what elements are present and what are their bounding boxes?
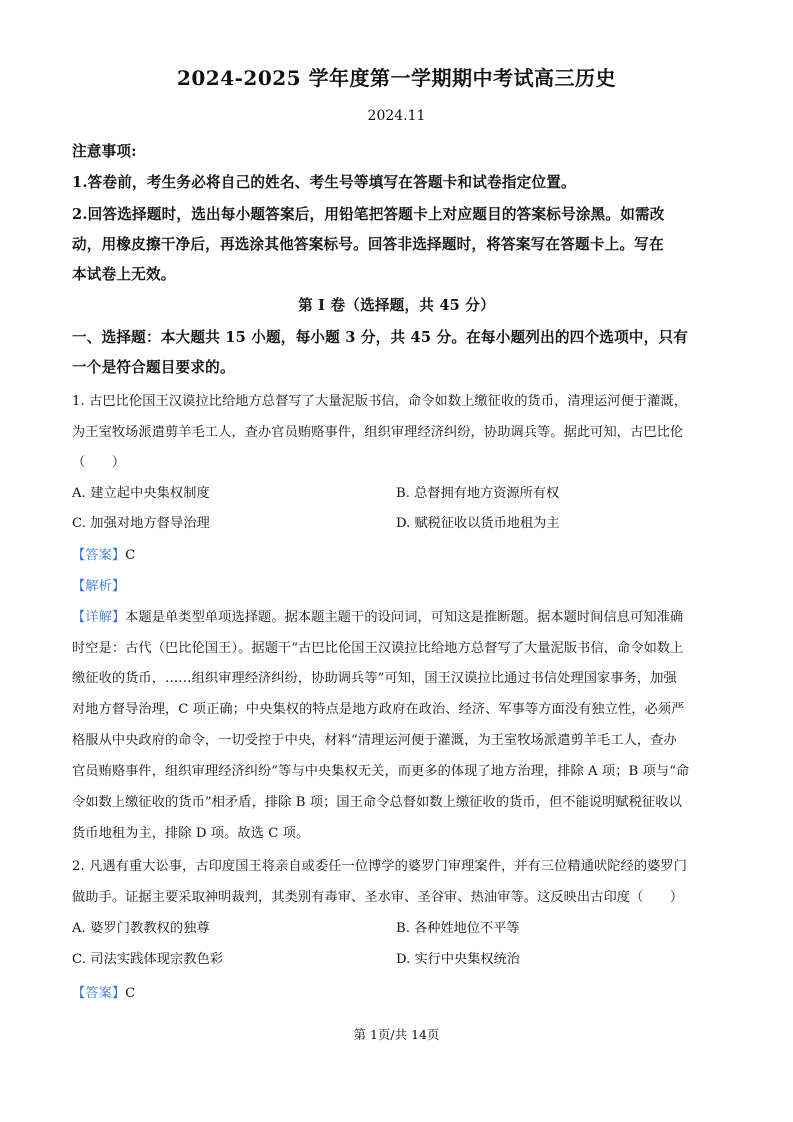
notice-line-2: 2.回答选择题时，选出每小题答案后，用铅笔把答题卡上对应题目的答案标号涂黑。如需改	[72, 206, 665, 223]
q1-stem-line-1: 1. 古巴比伦国王汉谟拉比给地方总督写了大量泥版书信，命令如数上缴征收的货币，清理运河便于灌溉，	[72, 394, 688, 409]
notice-line-1: 1.答卷前，考生务必将自己的姓名、考生号等填写在答题卡和试卷指定位置。	[72, 174, 576, 191]
q1-detail-line-7: 令如数上缴征收的货币”相矛盾，排除 B 项；国王命令总督如数上缴征收的货币，但不能说明赋税征收以	[72, 795, 682, 810]
q1-detail-line-8: 货币地租为主，排除 D 项。故选 C 项。	[72, 826, 310, 841]
detail-text: 本题是单类型单项选择题。据本题主题干的设问词，可知这是推断题。据本题时间信息可知准确	[125, 610, 684, 625]
detail-tag: 【详解】	[72, 610, 126, 625]
notice-line-3: 动，用橡皮擦干净后，再选涂其他答案标号。回答非选择题时，将答案写在答题卡上。写在	[72, 236, 664, 253]
answer-tag: 【答案】	[72, 986, 126, 1001]
notice-heading: 注意事项:	[72, 143, 137, 160]
section-instruction-2: 一个是符合题目要求的。	[72, 359, 235, 376]
q2-option-c: C. 司法实践体现宗教色彩	[72, 952, 224, 967]
q2-option-d: D. 实行中央集权统治	[396, 952, 520, 967]
q1-option-c: C. 加强对地方督导治理	[72, 516, 210, 531]
q2-answer	[72, 982, 135, 1001]
q1-detail-line-2: 时空是：古代（巴比伦国王）。据题干“古巴比伦国王汉谟拉比给地方总督写了大量泥版书信，命令如数上	[72, 641, 684, 656]
answer-tag: 【答案】	[72, 548, 126, 563]
q2-stem-line-1: 2. 凡遇有重大讼事，古印度国王将亲自或委任一位博学的婆罗门审理案件，并有三位精通吠陀经的婆罗门	[72, 859, 688, 874]
q1-detail-line-1	[72, 606, 683, 625]
q1-detail-line-5: 格服从中央政府的命令，一切受控于中央，材料“清理运河便于灌溉，为王室牧场派遣剪羊毛工人，查办	[72, 733, 677, 748]
exam-title: 2024-2025 学年度第一学期期中考试高三历史	[176, 66, 617, 90]
q1-analysis-tag: 【解析】	[72, 579, 126, 594]
q1-option-a: A. 建立起中央集权制度	[72, 486, 210, 501]
answer-value: C	[125, 986, 136, 1001]
page-number: 第 1页/共 14页	[353, 1027, 440, 1042]
answer-value: C	[125, 548, 136, 563]
q1-answer	[72, 544, 135, 563]
notice-line-4: 本试卷上无效。	[72, 266, 176, 283]
q1-stem-line-2: 为王室牧场派遣剪羊毛工人，查办官员贿赂事件，组织审理经济纠纷，协助调兵等。据此可知，古巴比伦	[72, 425, 684, 440]
section-instruction-1: 一、选择题：本大题共 15 小题，每小题 3 分，共 45 分。在每小题列出的四个选项中，只有	[72, 329, 689, 346]
q1-detail-line-3: 缴征收的货币，……组织审理经济纠纷，协助调兵等”可知，国王汉谟拉比通过书信处理国家事务，加强	[72, 671, 677, 686]
q1-stem-line-3: （ ）	[72, 455, 126, 470]
q1-option-b: B. 总督拥有地方资源所有权	[396, 486, 560, 501]
exam-date: 2024.11	[367, 108, 426, 124]
q1-detail-line-6: 官员贿赂事件，组织审理经济纠纷”等与中央集权无关，而更多的体现了地方治理，排除 A 项；B 项与“命	[72, 764, 690, 779]
q2-option-a: A. 婆罗门教教权的独尊	[72, 921, 210, 936]
q2-option-b: B. 各种姓地位不平等	[396, 921, 520, 936]
q1-option-d: D. 赋税征收以货币地租为主	[396, 516, 560, 531]
q1-detail-line-4: 对地方督导治理，C 项正确；中央集权的特点是地方政府在政治、经济、军事等方面没有独立性，必须严	[72, 702, 685, 717]
q2-stem-line-2: 做助手。证据主要采取神明裁判，其类别有毒审、圣水审、圣谷审、热油审等。这反映出古印度（ ）	[72, 890, 684, 905]
section-title: 第 I 卷（选择题，共 45 分）	[298, 297, 495, 314]
